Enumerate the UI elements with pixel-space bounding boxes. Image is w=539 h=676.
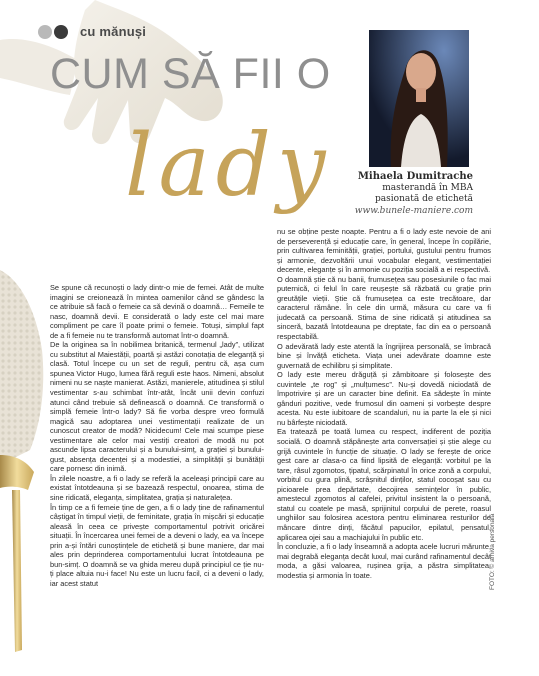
- paragraph: nu se obține peste noapte. Pentru a fi o lady este nevoie de ani de perseverență și educație care, în general, începe în copilărie, prin cultivarea feminității, grației, portului, gustului pentru frumos și armonie, dezvoltării unui vocabular elegant, vestimentației decente, eleganțe și în armonie cu poziția socială a ei respectivă.: [277, 227, 491, 275]
- author-website[interactable]: www.bunele-maniere.com: [354, 206, 473, 216]
- paragraph: Se spune că recunoști o lady dintr-o mie de femei. Atât de multe imagini se creionează în mintea oamenilor când se gândesc la ce atribuie să facă o femeie ca să devină o doamnă… Femeile te nasc, doamnă devii. E considerată o lady este cel mai mare compliment pe care îl poate primi o femeie. Totuși, simplul fapt de a fi femeie nu te transformă automat într-o doamnă.: [50, 283, 264, 340]
- paragraph: Ea tratează pe toată lumea cu respect, indiferent de poziția socială. O doamnă stăpânește arta conversației și știe alege cu grijă cuvintele în funcție de situație. O lady se ferește de orice gest care ar clasa-o ca fiind lipsită de eleganță: vorbitul pe la tare, râsul zgomotos, țipatul, scărpinatul în orice zonă a corpului, vorbitul cu gura plină, scrâșnitul dinților, statul cocoșat sau cu picioarele prea depărtate, decojirea semințelor în public, amestecul zgomotos al cafelei, privitul insistent la o persoană, statul cu coatele pe masă, sprijinitul corpului de perete, roasul unghiilor sau folosirea acestora pentru eliminarea resturilor de mâncare dintre dinți, făcătul papucilor, epilatul, pensatul, aplicarea ojei sau a machiajului în public etc.: [277, 427, 491, 542]
- paragraph: În concluzie, a fi o lady înseamnă a adopta acele lucruri mărunte, mai degrabă eleganța decât luxul, mai curând rafinamentul decât moda, a găsi valoarea, rușinea grija, a păstra simplitatea, modestia și armonia în toate.: [277, 542, 491, 580]
- article-column-right: [277, 227, 491, 667]
- article-column-left: [50, 283, 264, 653]
- paragraph: În zilele noastre, a fi o lady se referă la aceleași principii care au existat întotdeauna și se bazează respectul, onoarea, stima de sine ridicată, eleganța, simplitatea, grația și naturalețea.: [50, 473, 264, 503]
- headline: CUM SĂ FII O: [50, 50, 331, 98]
- photo-credit: FOTO: © arhiva personală: [489, 513, 496, 590]
- author-role: masterandă în MBA: [382, 183, 473, 193]
- paragraph: În timp ce a fi femeie ține de gen, a fi o lady ține de rafinamentul câștigat în timpul vieții, de feminitate, grația în mișcări și educație aleasă în ceea ce privește comportamentul potrivit oricărei situații. În încercarea unei femei de a deveni o lady, ea va începe prin a-și întări cunoștințele de etichetă și bune maniere, dar mai ales prin deprinderea comportamentului lucrat întotdeauna pe bun-simț. O doamnă se va ghida mereu după principiul ce ție nu-ți place altuia nu-i face! Nu este un lucru facil, ci a deveni o lady, iar acest statut: [50, 502, 264, 588]
- script-headline: lady: [125, 116, 332, 216]
- paragraph: De la originea sa în nobilimea britanică, termenul „lady”, utilizat cu substitut al Maiestății, poartă și astăzi conotația de eleganță și clasă. Totul începe cu un set de reguli, pentru că, așa cum spunea Victor Hugo, lumea fără reguli este haos. Nimeni, absolut nimeni nu se naște manierat. Astăzi, manierele, atitudinea și stilul vestimentar s-au schimbat într-atât, încât unii devin confuzi atunci când trebuie să definească o doamnă. Ce transformă o simplă femeie într-o lady? Să fie vorba despre vreo formulă magică sau adoptarea unei vestimentații realizate de un cunoscut creator de modă? Nicidecum! Cele mai scumpe piese vestimentare ale celor mai vestiți creatori de modă nu pot ascunde lipsa caracterului și a bunului-simț, a grației și bunului-gust, absența decenței și a modestiei, a simplității și bunătății care pornesc din inimă.: [50, 340, 264, 474]
- author-caption: [345, 171, 473, 218]
- author-photo: [369, 30, 469, 167]
- section-label: cu mănuși: [80, 24, 147, 39]
- shoe-illustration: [0, 250, 48, 670]
- section-dots-icon: [37, 24, 75, 40]
- paragraph: O lady este mereu drăguță și zâmbitoare și folosește des cuvintele „te rog” și „mulțumesc”. Nu-și dovedă niciodată de împotrivire și are un caracter bine definit. Ea sădește în minte gânduri pozitive, vede frumosul din oameni și vorbește despre acesta. Nu este iubitoare de scandaluri, nu ia parte la ele și nici nu bârfește niciodată.: [277, 370, 491, 427]
- paragraph: O doamnă știe că nu banii, frumusețea sau posesiunile o fac mai puternică, ci felul în care reușește să răzbată cu grație prin greutățile vieții. Știe că frumusețea ca este trecătoare, dar caracterul rămâne. În cele din urmă, măsura cu care va fi judecată ca persoană. Stima de sine ridicată și atitudinea sa sinceră, bazată întotdeauna pe dreptate, fac din ea o persoană respectabilă.: [277, 274, 491, 342]
- author-name: Mihaela Dumitrache: [357, 171, 473, 182]
- author-passion: pasionată de etichetă: [375, 194, 473, 204]
- paragraph: O adevărată lady este atentă la îngrijirea personală, se îmbracă bine și învăță eticheta. Viața unei adevărate doamne este guvernată de echilibru și simplitate.: [277, 341, 491, 370]
